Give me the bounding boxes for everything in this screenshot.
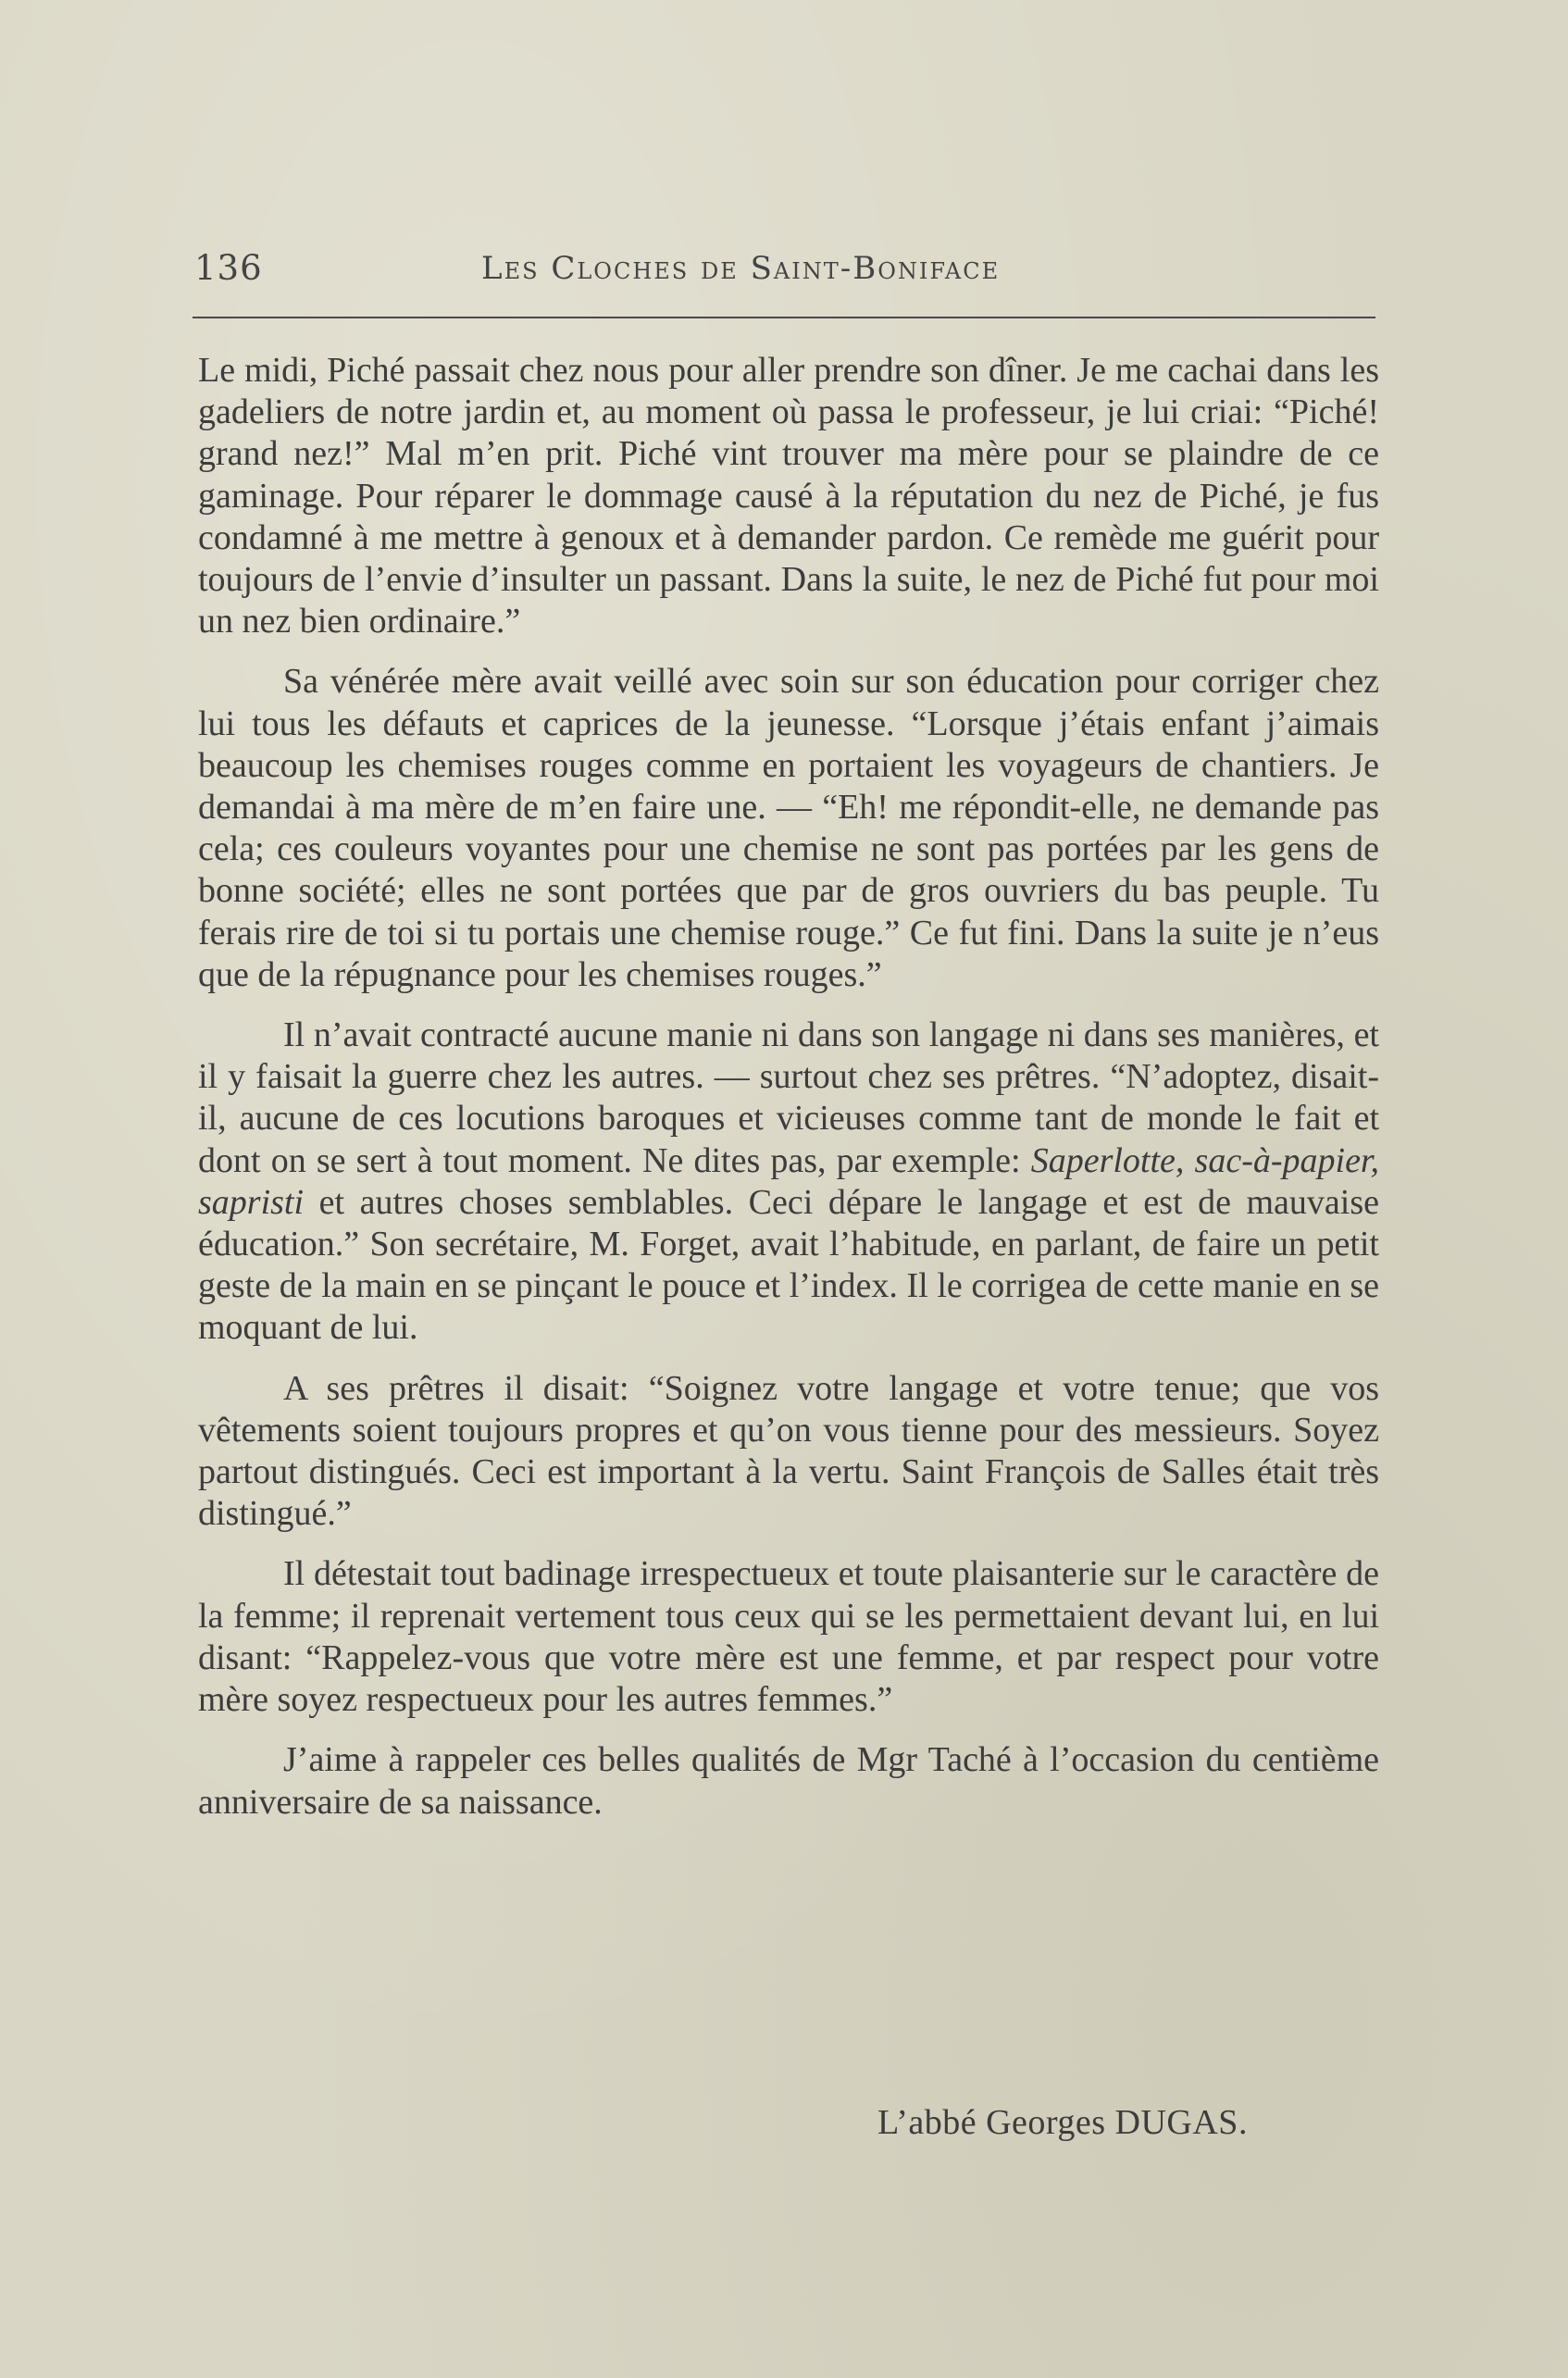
page-number: 136 bbox=[194, 248, 263, 288]
header-rule bbox=[193, 317, 1375, 318]
paragraph-2: Sa vénérée mère avait veillé avec soin sur son éducation pour corriger chez lui tous les défauts et caprices de la jeunesse. “Lorsque j’étais enfant j’aimais beaucoup les chemises rouges comme en portaient les voyageurs de chantiers. Je demandai à ma mère de m’en faire une. — “Eh! me répondit-elle, ne demande pas cela; ces couleurs voyantes pour une chemise ne sont pas portées par les gens de bonne société; elles ne sont portées que par de gros ouvriers du bas peuple. Tu ferais rire de toi si tu portais une chemise rouge.” Ce fut fini. Dans la suite je n’eus que de la répugnance pour les chemises rouges.” bbox=[198, 662, 1379, 994]
paragraph-3-italic-expressions: Saperlotte, sac-à-papier, sapristi bbox=[198, 1140, 1380, 1222]
paragraph-4: A ses prêtres il disait: “Soignez votre langage et votre tenue; que vos vêtements soient toujours propres et qu’on vous tienne pour des messieurs. Soyez partout distingués. Ceci est important à la vertu. Saint François de Salles était très distingué.” bbox=[198, 1368, 1379, 1534]
paragraph-6: J’aime à rappeler ces belles qualités de Mgr Taché à l’occasion du centième anniversaire de sa naissance. bbox=[198, 1740, 1379, 1822]
text-body bbox=[198, 350, 1379, 1824]
paragraph-5: Il détestait tout badinage irrespectueux et toute plaisanterie sur le caractère de la femme; il reprenait vertement tous ceux qui se les permettaient devant lui, en lui disant: “Rappelez-vous que votre mère est une femme, et par respect pour votre mère soyez respectueux pour les autres femmes.” bbox=[198, 1554, 1379, 1720]
running-title: Les Cloches de Saint-Boniface bbox=[481, 250, 1001, 287]
paragraph-3-part-2: et autres choses semblables. Ceci dépare le langage et est de mauvaise éducation.” Son secrétaire, M. Forget, avait l’habitude, en parlant, de faire un petit geste de la main en se pinçant le pouce et l’index. Il le corrigea de cette manie en se moquant de lui. bbox=[198, 1182, 1379, 1348]
paragraph-1: Le midi, Piché passait chez nous pour aller prendre son dîner. Je me cachai dans les gadeliers de notre jardin et, au moment où passa le professeur, je lui criai: “Piché! grand nez!” Mal m’en prit. Piché vint trouver ma mère pour se plaindre de ce gaminage. Pour réparer le dommage causé à la réputation du nez de Piché, je fus condamné à me mettre à genoux et à demander pardon. Ce remède me guérit pour toujours de l’envie d’insulter un passant. Dans la suite, le nez de Piché fut pour moi un nez bien ordinaire.” bbox=[198, 351, 1379, 641]
paragraph-3 bbox=[198, 1015, 1379, 1350]
page-header bbox=[194, 248, 1375, 294]
signature: L’abbé Georges DUGAS. bbox=[877, 2103, 1248, 2142]
paragraph-3-part-1: Il n’avait contracté aucune manie ni dans son langage ni dans ses manières, et il y faisait la guerre chez les autres. — surtout chez ses prêtres. “N’adoptez, disait-il, aucune de ces locutions baroques et vicieuses comme tant de monde le fait et dont on se sert à tout moment. Ne dites pas, par exemple: bbox=[198, 1015, 1379, 1180]
